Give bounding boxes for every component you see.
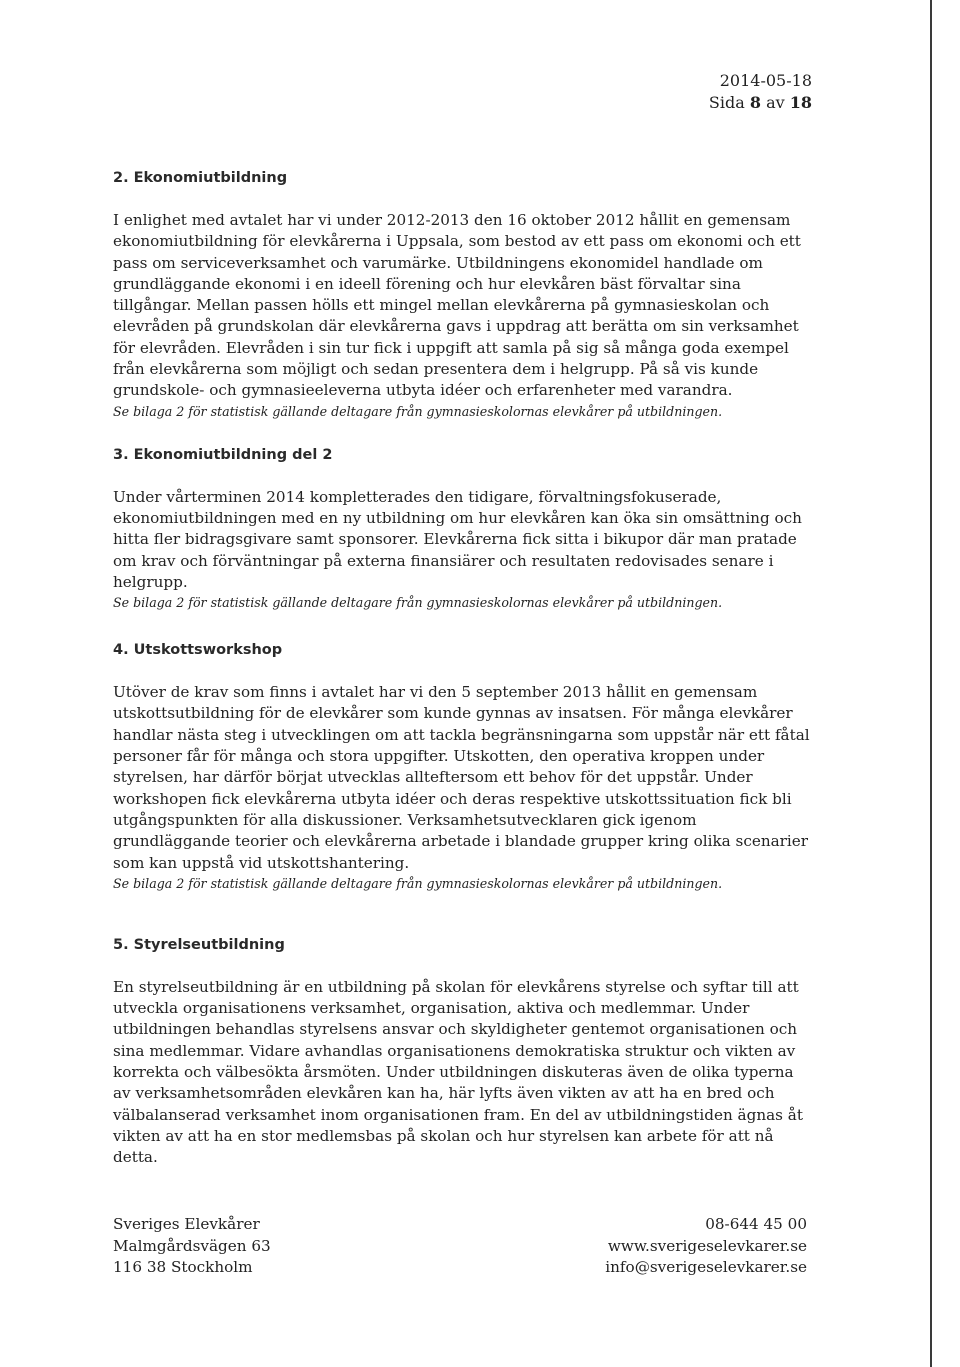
section-body: Utöver de krav som finns i avtalet har vi den 5 september 2013 hållit en gemensam utskottsutbildning för de elevkårer som kunde gynnas av insatsen. För många elevkårer handlar nästa steg i utvecklingen om att tackla begränsningarna som uppstår när ett fåtal personer får för många och stora uppgifter. Utskotten, den operativa kroppen under styrelsen, har därför börjat utvecklas allteftersom ett behov för det uppstår. Under workshopen fick elevkårerna utbyta idéer och deras respektive utskottssituation fick bli utgångspunkten för alla diskussioner. Verksamhetsutvecklaren gick igenom grundläggande teorier och elevkårerna arbetade i blandade grupper kring olika scenarier som kan uppstå vid utskottshantering. xyxy=(113,683,810,872)
section-body: I enlighet med avtalet har vi under 2012-2013 den 16 oktober 2012 hållit en gemensam ekonomiutbildning för elevkårerna i Uppsala, som bestod av ett pass om ekonomi och ett pass om serviceverksamhet och varumärke. Utbildningens ekonomidel handlade om grundläggande ekonomi i en ideell förening och hur elevkåren bäst förvaltar sina tillgångar. Mellan passen hölls ett mingel mellan elevkårerna på gymnasieskolan och elevråden på grundskolan där elevkårerna gavs i uppdrag att berätta om sin verksamhet för elevråden. Elevråden i sin tur fick i uppgift att samla på sig så många goda exempel från elevkårerna som möjligt och sedan presentera dem i helgrupp. På så vis kunde grundskole- och gymnasieeleverna utbyta idéer och erfarenheter med varandra. xyxy=(113,211,801,400)
section-body: En styrelseutbildning är en utbildning på skolan för elevkårens styrelse och syftar till att utveckla organisationens verksamhet, organisation, aktiva och medlemmar. Under utbildningen behandlas styrelsens ansvar och skyldigheter gentemot organisationen och sina medlemmar. Vidare avhandlas organisationens demokratiska struktur och vikten av korrekta och välbesökta årsmöten. Under utbildningen diskuteras även de olika typerna av verksamhetsområden elevkåren kan ha, här lyfts även vikten av att ha en bred och välbalanserad verksamhet inom organisationen fram. En del av utbildningstiden ägnas åt vikten av att ha en stor medlemsbas på skolan och hur styrelsen kan arbete för att nå detta. xyxy=(113,977,803,1167)
page-header xyxy=(709,70,812,114)
footer-address xyxy=(113,1214,271,1279)
section-note: Se bilaga 2 för statistisk gällande deltagare från gymnasieskolornas elevkårer på utbildningen. xyxy=(113,595,723,611)
main-content xyxy=(113,168,813,1169)
section-note: Se bilaga 2 för statistisk gällande deltagare från gymnasieskolornas elevkårer på utbildningen. xyxy=(113,875,723,891)
page-separator: av xyxy=(760,93,790,112)
section-note: Se bilaga 2 för statistisk gällande deltagare från gymnasieskolornas elevkårer på utbildningen. xyxy=(113,403,723,419)
org-name: Sveriges Elevkårer xyxy=(113,1215,260,1233)
section-heading: 3. Ekonomiutbildning del 2 xyxy=(113,446,333,463)
section-ekonomiutbildning-del-2 xyxy=(113,445,813,612)
page-number xyxy=(709,92,812,114)
website-link[interactable]: www.sverigeselevkarer.se xyxy=(607,1236,807,1255)
scan-edge-line xyxy=(930,0,932,1367)
page-current: 8 xyxy=(749,93,761,112)
section-heading: 2. Ekonomiutbildning xyxy=(113,170,288,186)
header-date: 2014-05-18 xyxy=(719,71,812,90)
footer-contact xyxy=(605,1214,807,1279)
section-heading: 4. Utskottsworkshop xyxy=(113,642,283,659)
spacer xyxy=(113,893,813,935)
section-styrelseutbildning xyxy=(113,935,813,1169)
street-address: Malmgårdsvägen 63 xyxy=(113,1236,271,1255)
section-utskottsworkshop xyxy=(113,640,813,893)
phone-number: 08-644 45 00 xyxy=(705,1215,807,1233)
section-heading: 5. Styrelseutbildning xyxy=(113,936,285,953)
spacer xyxy=(113,421,813,445)
page-prefix: Sida xyxy=(708,93,750,112)
spacer xyxy=(113,612,813,640)
section-ekonomiutbildning xyxy=(113,168,813,421)
section-body: Under vårterminen 2014 kompletterades den tidigare, förvaltningsfokuserade, ekonomiutbildningen med en ny utbildning om hur elevkåren kan öka sin omsättning och hitta fler bidragsgivare samt sponsorer. Elevkårerna fick sitta i bikupor där man pratade om krav och förväntningar på externa finansiärer och resultaten redovisades senare i helgrupp. xyxy=(113,487,802,591)
page-total: 18 xyxy=(789,93,812,112)
email-link[interactable]: info@sverigeselevkarer.se xyxy=(605,1258,807,1276)
postal-address: 116 38 Stockholm xyxy=(113,1258,253,1276)
